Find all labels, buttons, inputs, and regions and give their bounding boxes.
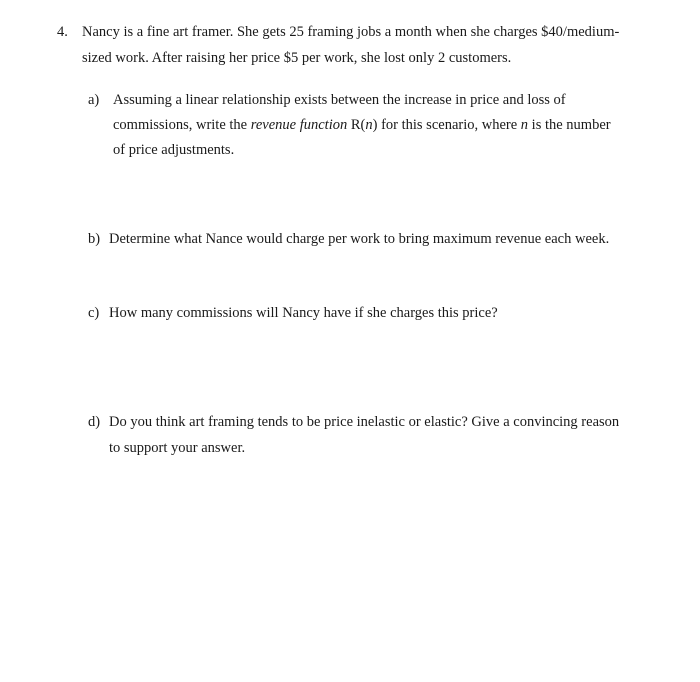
part-a-line-3: of price adjustments. <box>113 142 235 158</box>
part-a-var-n-2: n <box>520 117 529 133</box>
question-line-2: sized work. After raising her price $5 per work, she lost only 2 customers. <box>82 50 512 66</box>
part-b-text: Determine what Nance would charge per work to bring maximum revenue each week. <box>109 231 610 247</box>
part-a-line-2-pre: commissions, write the <box>113 117 251 133</box>
part-d-line-2: to support your answer. <box>109 440 246 456</box>
part-d-line-1: Do you think art framing tends to be price inelastic or elastic? Give a convincing reason <box>109 414 620 430</box>
part-b-label: b) <box>88 231 101 247</box>
part-d-label: d) <box>88 414 101 430</box>
part-c-text: How many commissions will Nancy have if she charges this price? <box>109 305 498 321</box>
part-a-line-1: Assuming a linear relationship exists between the increase in price and loss of <box>113 92 566 108</box>
part-a-line-2 <box>113 113 611 137</box>
part-a-var-n: n <box>365 117 373 133</box>
part-a-line-2-mid: R( <box>347 117 366 133</box>
part-a-label: a) <box>88 92 100 108</box>
part-a-line-2-post: ) for this scenario, where <box>372 117 521 133</box>
question-number: 4. <box>57 24 68 40</box>
question-line-1: Nancy is a fine art framer. She gets 25 framing jobs a month when she charges $40/medium- <box>82 24 620 40</box>
part-a-line-2-end: is the number <box>528 117 611 133</box>
part-c-label: c) <box>88 305 100 321</box>
part-a-revenue-function-term: revenue function <box>250 117 348 133</box>
